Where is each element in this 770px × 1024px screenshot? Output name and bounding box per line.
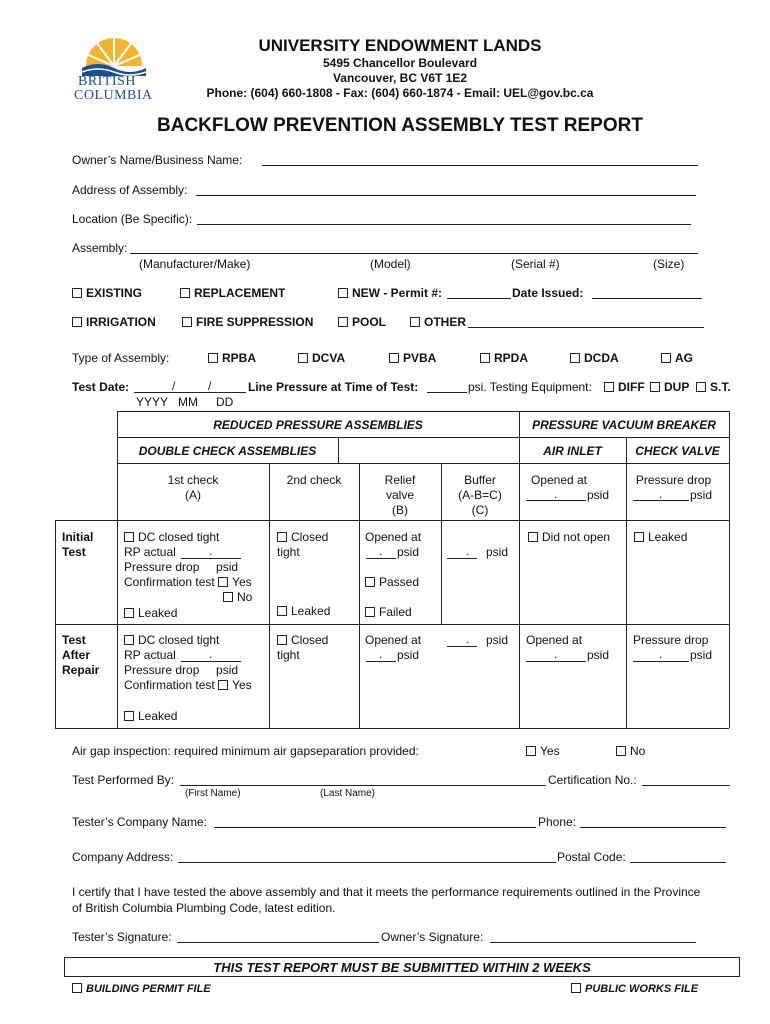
company-address-field[interactable] (178, 862, 556, 863)
checkbox-icon[interactable] (124, 532, 134, 542)
type-ag[interactable]: AG (661, 351, 693, 365)
init-buffer-psid: psid (486, 545, 509, 559)
address-label: Address of Assembly: (72, 183, 188, 197)
line-pressure-label: Line Pressure at Time of Test: (248, 380, 419, 394)
rep-air-psid: psid (587, 648, 610, 662)
type-dcda[interactable]: DCDA (570, 351, 619, 365)
init-buffer-field[interactable] (447, 558, 477, 559)
air-gap-no[interactable]: No (616, 744, 645, 758)
type-rpda[interactable]: RPDA (480, 351, 528, 365)
opt-fire-suppression[interactable]: FIRE SUPPRESSION (182, 315, 313, 329)
rep-buffer-field[interactable] (447, 646, 477, 647)
rep-pressure-drop: Pressure drop psid (124, 663, 239, 677)
certify-line-1: I certify that I have tested the above assembly and that it meets the performance requirements outlined in the Province (72, 885, 701, 899)
type-label: Type of Assembly: (72, 351, 170, 365)
rep-confirmation: Confirmation test Yes (124, 678, 252, 692)
tester-signature-field[interactable] (177, 942, 379, 943)
rep-relief-psid: psid (397, 648, 420, 662)
check-valve-header: CHECK VALVE (635, 444, 720, 458)
rep-leaked[interactable]: Leaked (124, 709, 177, 724)
opt-new-permit[interactable]: NEW - Permit #: (338, 286, 442, 300)
init-relief-opened: Opened at (365, 530, 422, 544)
init-buffer-dot: . (466, 544, 470, 558)
rep-relief-dot: . (379, 647, 383, 661)
testing-equipment-label: psi. Testing Equipment: (468, 380, 592, 394)
rep-air-dot: . (554, 647, 558, 661)
assembly-label: Assembly: (72, 241, 128, 255)
checkbox-icon[interactable] (528, 532, 538, 542)
date-dd: DD (216, 395, 234, 409)
init-2nd-closed[interactable]: Closed (277, 530, 328, 545)
air-opened-dot: . (554, 487, 558, 501)
building-permit-file[interactable]: BUILDING PERMIT FILE (72, 983, 211, 995)
checkbox-icon[interactable] (223, 592, 233, 602)
org-contact: Phone: (604) 660-1808 - Fax: (604) 660-1874 - Email: UEL@gov.bc.ca (206, 86, 594, 100)
rep-2nd-closed[interactable]: Closed (277, 633, 328, 648)
owner-signature-label: Owner’s Signature: (381, 930, 484, 944)
init-confirmation-no[interactable]: No (223, 590, 252, 605)
init-relief-dot: . (379, 544, 383, 558)
rep-check-psid: psid (690, 648, 713, 662)
rep-relief-opened: Opened at (365, 633, 422, 647)
rep-buffer-dot: . (466, 632, 470, 646)
opt-irrigation[interactable]: IRRIGATION (72, 315, 156, 329)
col-air-opened-at: Opened at (530, 473, 588, 487)
logo-text-british: BRITISH (78, 74, 136, 89)
row-initial-test: Initial Test (62, 530, 94, 559)
rep-air-opened: Opened at (526, 633, 583, 647)
checkbox-icon[interactable] (365, 577, 375, 587)
checkbox-icon[interactable] (616, 746, 626, 756)
date-slash-1: / (172, 379, 176, 393)
checkbox-icon[interactable] (571, 983, 581, 993)
logo-text-columbia: COLUMBIA (74, 88, 153, 103)
equip-diff[interactable]: DIFF (604, 380, 645, 394)
rp-header: REDUCED PRESSURE ASSEMBLIES (213, 418, 423, 432)
date-yyyy: YYYY (136, 395, 169, 409)
phone-field[interactable] (580, 827, 726, 828)
init-check-leaked[interactable]: Leaked (634, 530, 687, 545)
rep-rp-dot: . (209, 647, 213, 661)
col-2nd-check: 2nd check (286, 473, 342, 487)
init-rp-actual-label: RP actual (124, 545, 176, 559)
rep-2nd-tight: tight (277, 648, 300, 662)
init-relief-psid: psid (397, 545, 420, 559)
owner-signature-field[interactable] (490, 942, 696, 943)
certify-line-2: of British Columbia Plumbing Code, latest edition. (72, 901, 336, 915)
init-2nd-leaked[interactable]: Leaked (277, 604, 330, 619)
last-name-hint: (Last Name) (320, 788, 376, 799)
row-test-after-repair: Test After Repair (62, 633, 100, 677)
air-inlet-header: AIR INLET (543, 444, 602, 458)
checkbox-icon[interactable] (277, 606, 287, 616)
init-2nd-tight: tight (277, 545, 300, 559)
checkbox-icon[interactable] (72, 983, 82, 993)
checkbox-icon[interactable] (277, 532, 287, 542)
notice-text: THIS TEST REPORT MUST BE SUBMITTED WITHIN 2 WEEKS (213, 960, 591, 975)
org-name: UNIVERSITY ENDOWMENT LANDS (258, 36, 542, 55)
form-title: BACKFLOW PREVENTION ASSEMBLY TEST REPORT (157, 115, 643, 136)
rep-check-dot: . (659, 647, 663, 661)
sub-model: (Model) (370, 257, 411, 271)
org-address-1: 5495 Chancellor Boulevard (322, 56, 478, 70)
opt-existing[interactable]: EXISTING (72, 286, 142, 300)
init-pressure-drop: Pressure drop psid (124, 560, 239, 574)
init-air-did-not-open[interactable]: Did not open (528, 530, 610, 545)
sub-size: (Size) (653, 257, 685, 271)
checkbox-icon[interactable] (526, 746, 536, 756)
rep-dc-closed[interactable]: DC closed tight (124, 633, 219, 648)
checkbox-icon[interactable] (218, 680, 228, 690)
col-check-pressure-drop: Pressure drop (635, 473, 712, 487)
first-name-hint: (First Name) (185, 788, 241, 799)
init-leaked-1[interactable]: Leaked (124, 606, 177, 621)
owner-label: Owner’s Name/Business Name: (72, 153, 243, 167)
org-address-2: Vancouver, BC V6T 1E2 (332, 71, 468, 85)
opt-pool[interactable]: POOL (338, 315, 386, 329)
rep-check-drop: Pressure drop (633, 633, 709, 647)
cert-no-field[interactable] (642, 785, 730, 786)
sub-manufacturer: (Manufacturer/Make) (139, 257, 251, 271)
public-works-file[interactable]: PUBLIC WORKS FILE (571, 983, 698, 995)
tester-signature-label: Tester’s Signature: (72, 930, 172, 944)
checkbox-icon[interactable] (365, 607, 375, 617)
checkbox-icon[interactable] (124, 635, 134, 645)
postal-code-label: Postal Code: (557, 850, 626, 864)
company-name-field[interactable] (214, 827, 536, 828)
checkbox-icon[interactable] (218, 577, 228, 587)
type-pvba[interactable]: PVBA (389, 351, 436, 365)
opt-other[interactable]: OTHER (410, 315, 466, 329)
air-opened-psid: psid (587, 488, 610, 502)
air-gap-yes[interactable]: Yes (526, 744, 560, 758)
air-gap-label: Air gap inspection: required minimum air gapseparation provided: (72, 744, 419, 758)
checkbox-icon[interactable] (277, 635, 287, 645)
col-1st-check: 1st check (A) (167, 473, 219, 502)
phone-label: Phone: (538, 815, 577, 829)
type-dcva[interactable]: DCVA (298, 351, 345, 365)
performed-by-label: Test Performed By: (72, 773, 175, 787)
init-relief-passed[interactable]: Passed (365, 575, 419, 590)
postal-code-field[interactable] (630, 862, 726, 863)
equip-st[interactable]: S.T. (696, 380, 731, 394)
checkbox-icon[interactable] (124, 711, 134, 721)
check-drop-dot: . (659, 487, 663, 501)
equip-dup[interactable]: DUP (650, 380, 689, 394)
checkbox-icon[interactable] (634, 532, 644, 542)
init-relief-failed[interactable]: Failed (365, 605, 412, 620)
init-confirmation: Confirmation test Yes (124, 575, 252, 589)
col-buffer: Buffer (A-B=C) (C) (458, 473, 502, 517)
rep-buffer-psid: psid (486, 633, 509, 647)
type-rpba[interactable]: RPBA (208, 351, 256, 365)
pvb-header: PRESSURE VACUUM BREAKER (532, 418, 716, 432)
sub-serial: (Serial #) (511, 257, 560, 271)
col-relief-valve: Relief valve (B) (384, 473, 416, 517)
dc-header: DOUBLE CHECK ASSEMBLIES (138, 444, 317, 458)
date-slash-2: / (208, 379, 212, 393)
init-dc-closed[interactable]: DC closed tight (124, 530, 219, 545)
checkbox-icon[interactable] (124, 608, 134, 618)
company-address-label: Company Address: (72, 850, 174, 864)
company-name-label: Tester’s Company Name: (72, 815, 207, 829)
cert-no-label: Certification No.: (548, 773, 637, 787)
check-drop-psid: psid (690, 488, 713, 502)
opt-replacement[interactable]: REPLACEMENT (180, 286, 285, 300)
rep-rp-actual-label: RP actual (124, 648, 176, 662)
test-date-label: Test Date: (72, 380, 130, 394)
date-mm: MM (178, 395, 198, 409)
init-rp-dot: . (209, 544, 213, 558)
location-label: Location (Be Specific): (72, 212, 193, 226)
date-issued-label: Date Issued: (512, 286, 584, 300)
performed-by-field[interactable] (180, 785, 546, 786)
